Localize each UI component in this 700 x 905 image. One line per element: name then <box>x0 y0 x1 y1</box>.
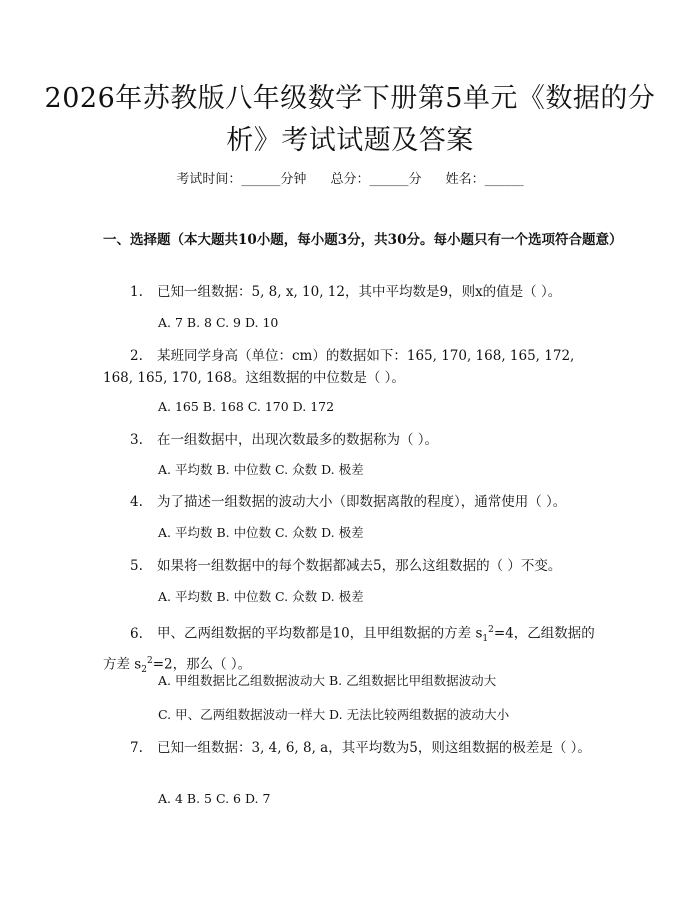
section-heading: 一、选择题（本大题共10小题，每小题3分，共30分。每小题只有一个选项符合题意） <box>103 232 623 248</box>
question-number: 5. <box>130 558 143 574</box>
question-1-options: A. 7 B. 8 C. 9 D. 10 <box>158 315 279 330</box>
superscript: 2 <box>146 656 153 667</box>
question-7 <box>103 737 608 759</box>
page-title: 2026年苏教版八年级数学下册第5单元《数据的分析》考试试题及答案 <box>44 83 656 156</box>
question-text: 已知一组数据：3, 4, 6, 8, a，其平均数为5，则这组数据的极差是（ ）。 <box>157 740 591 756</box>
question-text-b: =4，乙组数据的方差 s <box>103 625 595 673</box>
exam-name: 姓名：______ <box>445 172 524 187</box>
question-text: 为了描述一组数据的波动大小（即数据离散的程度），通常使用（ ）。 <box>157 494 567 510</box>
question-5-options: A. 平均数 B. 中位数 C. 众数 D. 极差 <box>158 589 364 604</box>
question-text-c: =2，那么（ ）。 <box>152 656 252 673</box>
exam-time: 考试时间：______分钟 <box>176 172 307 187</box>
question-4-options: A. 平均数 B. 中位数 C. 众数 D. 极差 <box>158 525 364 540</box>
question-number: 1. <box>130 284 143 300</box>
question-3 <box>103 429 608 451</box>
exam-score: 总分：______分 <box>330 172 422 187</box>
subscript: 1 <box>482 634 489 645</box>
question-7-options: A. 4 B. 5 C. 6 D. 7 <box>158 791 271 806</box>
question-text-a: 甲、乙两组数据的平均数都是10，且甲组数据的方差 s <box>157 625 483 642</box>
question-number: 6. <box>130 625 143 642</box>
subscript: 2 <box>141 665 147 676</box>
question-6-options-row-2: C. 甲、乙两组数据波动一样大 D. 无法比较两组数据的波动大小 <box>158 707 510 722</box>
question-text: 如果将一组数据中的每个数据都减去5，那么这组数据的（ ）不变。 <box>157 558 562 574</box>
question-number: 3. <box>130 432 143 448</box>
question-number: 2. <box>130 348 143 364</box>
question-5 <box>103 555 608 577</box>
question-text: 已知一组数据：5, 8, x, 10, 12，其中平均数是9，则x的值是（ ）。 <box>157 284 562 300</box>
question-2-options: A. 165 B. 168 C. 170 D. 172 <box>158 399 335 414</box>
question-2 <box>103 345 608 389</box>
question-text: 某班同学身高（单位：cm）的数据如下：165, 170, 168, 165, 172, 168, 165, 170, 168。这组数据的中位数是（ ）。 <box>103 348 575 386</box>
superscript: 2 <box>488 625 494 635</box>
question-number: 7. <box>130 740 143 756</box>
exam-info <box>0 168 700 187</box>
question-4 <box>103 491 608 513</box>
question-1 <box>103 281 608 303</box>
question-text: 在一组数据中，出现次数最多的数据称为（ ）。 <box>157 432 439 448</box>
question-6-options-row-1: A. 甲组数据比乙组数据波动大 B. 乙组数据比甲组数据波动大 <box>158 673 497 688</box>
question-number: 4. <box>130 494 143 510</box>
question-3-options: A. 平均数 B. 中位数 C. 众数 D. 极差 <box>158 462 364 477</box>
